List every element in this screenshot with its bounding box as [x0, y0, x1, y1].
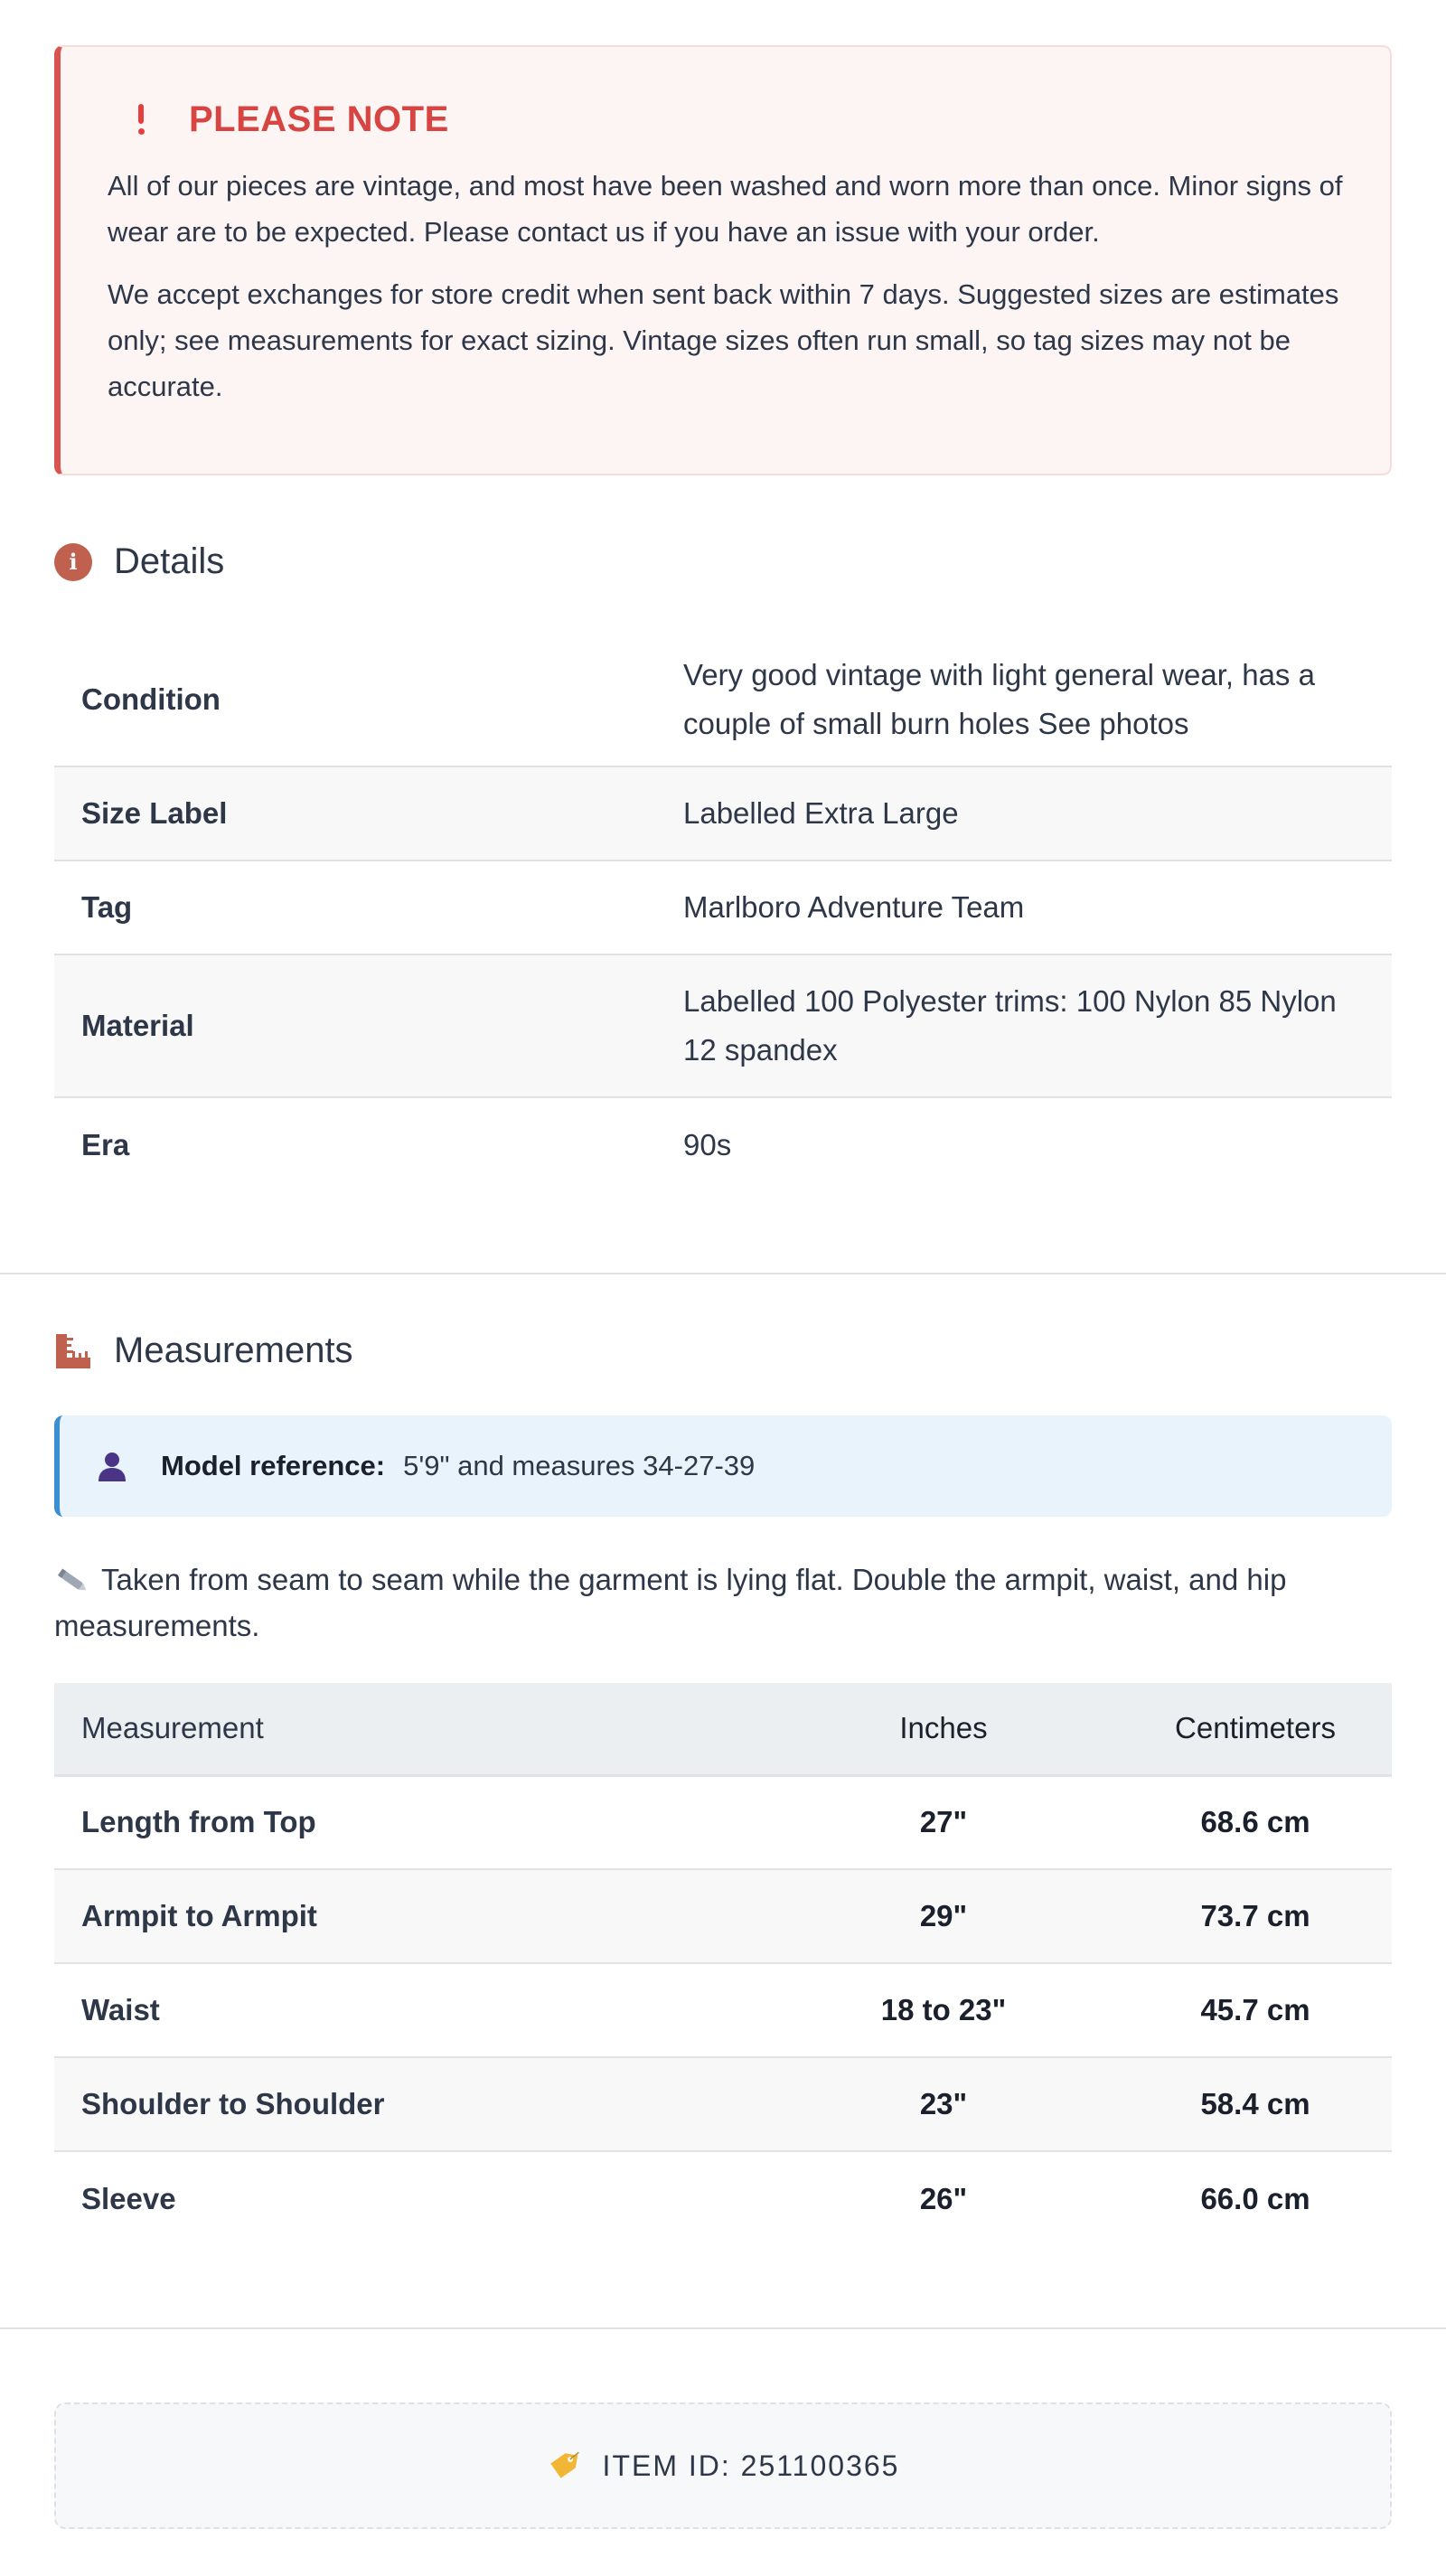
measurement-name: Waist [54, 1963, 768, 2057]
details-label: Material [54, 954, 656, 1097]
column-header: Measurement [54, 1683, 768, 1775]
details-row [54, 1097, 1392, 1191]
measurements-title: Measurements [114, 1330, 353, 1370]
table-row [54, 2151, 1392, 2245]
measurement-cm: 66.0 cm [1200, 2181, 1310, 2215]
details-row [54, 633, 1392, 766]
measurement-inches: 18 to 23" [768, 1963, 1119, 2057]
notice-paragraph: We accept exchanges for store credit when sent back within 7 days. Suggested sizes are estimates only; see measurements for exact sizing. Vintage sizes often run small, so tag sizes may not be accurate. [108, 278, 1339, 402]
model-reference-callout [54, 1415, 1392, 1517]
measurement-cm: 73.7 cm [1119, 1869, 1392, 1963]
details-row [54, 860, 1392, 954]
notice-paragraph: All of our pieces are vintage, and most have been washed and worn more than once. Minor signs of wear are to be expected. Please contact us if you have an issue with your order. [108, 170, 1343, 248]
measurement-inches: 29" [768, 1869, 1119, 1963]
user-icon [96, 1450, 128, 1482]
column-header: Inches [768, 1683, 1119, 1775]
table-row [54, 1963, 1392, 2057]
measurement-name: Sleeve [81, 2181, 176, 2215]
details-value: 90s [683, 1127, 732, 1161]
please-note-notice [54, 45, 1392, 475]
model-reference-label: Model reference: [161, 1450, 386, 1481]
details-heading [54, 541, 224, 582]
measurement-inches: 27" [768, 1775, 1119, 1869]
notice-header [108, 99, 1345, 139]
details-label: Tag [54, 860, 656, 954]
table-row [54, 2057, 1392, 2151]
exclamation-icon [127, 99, 155, 139]
details-value: Labelled Extra Large [656, 766, 1392, 860]
measurement-inches: 23" [768, 2057, 1119, 2151]
details-value: Very good vintage with light general wear, has a couple of small burn holes See photos [656, 633, 1392, 766]
measurement-name: Shoulder to Shoulder [54, 2057, 768, 2151]
measurements-table [54, 1683, 1392, 2245]
item-id-box [54, 2402, 1392, 2529]
measurement-note-text: Taken from seam to seam while the garment is lying flat. Double the armpit, waist, and hip measurements. [54, 1563, 1287, 1642]
details-label: Size Label [54, 766, 656, 860]
measurement-name: Armpit to Armpit [54, 1869, 768, 1963]
details-title: Details [114, 541, 225, 581]
ruler-icon [54, 1332, 92, 1370]
details-row [54, 954, 1392, 1097]
table-row [54, 1775, 1392, 1869]
measurement-cm: 68.6 cm [1119, 1775, 1392, 1869]
notice-title: PLEASE NOTE [189, 99, 449, 139]
measurement-cm: 58.4 cm [1119, 2057, 1392, 2151]
measurement-inches: 26" [919, 2181, 968, 2215]
model-reference-value: 5'9" and measures 34-27-39 [403, 1450, 756, 1481]
measurement-note [54, 1556, 1356, 1649]
section-divider [0, 1273, 1446, 1274]
tag-icon [547, 2449, 579, 2482]
info-icon: i [54, 543, 92, 581]
details-value: Labelled 100 Polyester trims: 100 Nylon 85 Nylon 12 spandex [656, 954, 1392, 1097]
pencil-icon [54, 1560, 90, 1587]
details-value: Marlboro Adventure Team [656, 860, 1392, 954]
measurements-heading [54, 1330, 353, 1371]
details-table [54, 633, 1392, 1191]
details-label: Condition [54, 633, 656, 766]
details-row [54, 766, 1392, 860]
measurement-name: Length from Top [54, 1775, 768, 1869]
column-header: Centimeters [1119, 1683, 1392, 1775]
measurement-cm: 45.7 cm [1119, 1963, 1392, 2057]
table-row [54, 1869, 1392, 1963]
details-label: Era [81, 1127, 130, 1161]
table-header-row [54, 1683, 1392, 1775]
section-divider [0, 2327, 1446, 2329]
item-id-text: ITEM ID: 251100365 [602, 2449, 900, 2482]
